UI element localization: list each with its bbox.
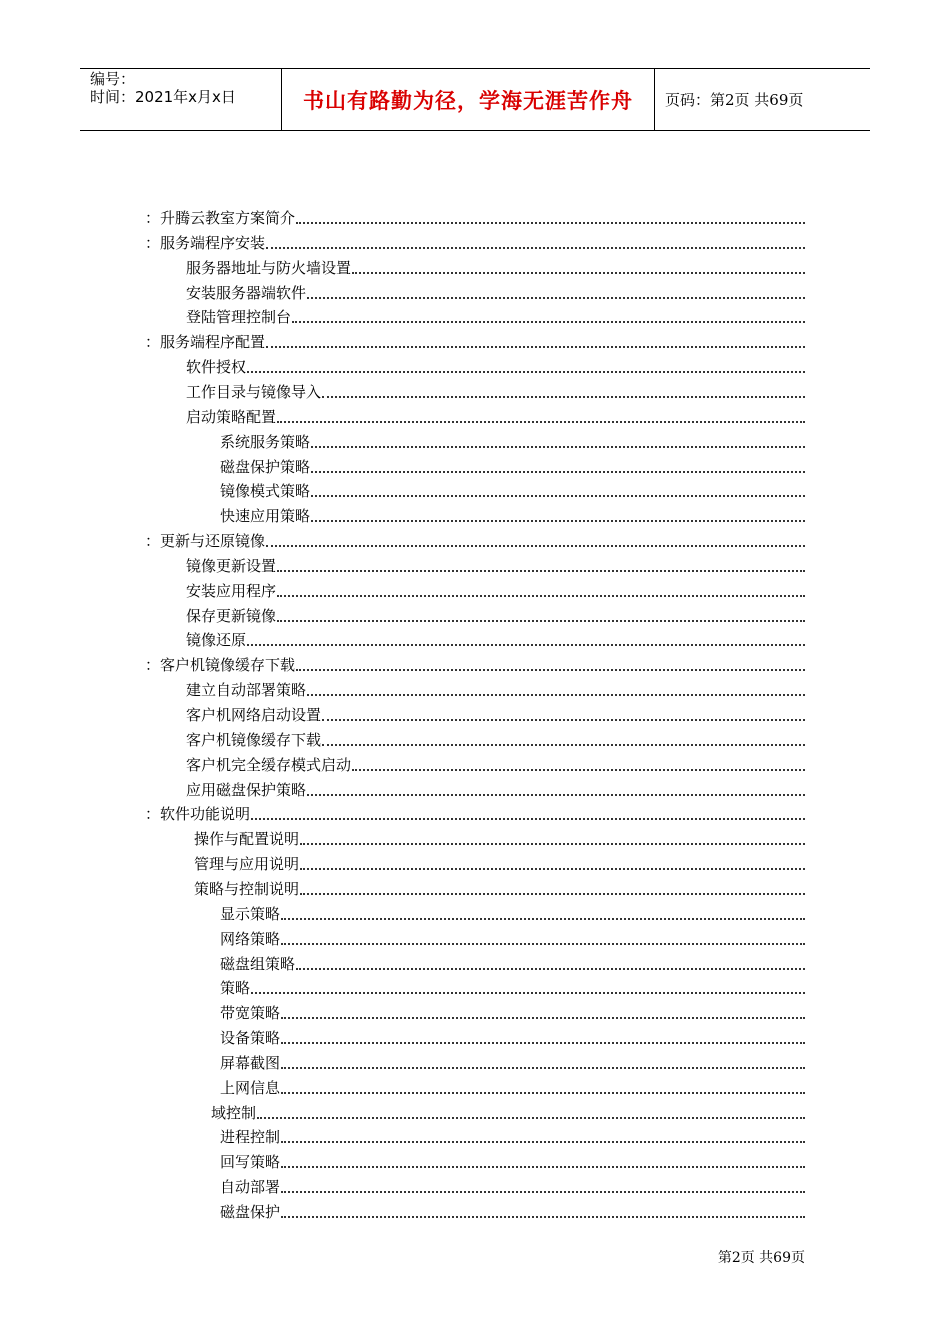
toc-leader-dots — [311, 495, 805, 497]
toc-entry[interactable] — [186, 378, 805, 402]
toc-leader-dots — [281, 1042, 805, 1044]
toc-entry[interactable] — [186, 552, 805, 576]
toc-entry-title: 回写策略 — [220, 1153, 281, 1172]
toc-leader-dots — [311, 520, 805, 522]
toc-entry[interactable] — [186, 776, 805, 800]
toc-entry-title: ：服务端程序安装 — [145, 233, 266, 252]
document-number-label: 编号： — [90, 70, 136, 88]
toc-entry[interactable] — [220, 453, 805, 477]
toc-leader-dots — [296, 968, 805, 970]
toc-leader-dots — [266, 346, 805, 348]
toc-entry-title: ：更新与还原镜像 — [145, 532, 266, 551]
toc-entry[interactable] — [145, 651, 805, 675]
toc-entry-title: ：软件功能说明 — [145, 805, 251, 824]
toc-entry-title: 显示策略 — [220, 904, 281, 923]
header-page-info: 页码：第2页 共69页 — [665, 91, 804, 109]
toc-leader-dots — [266, 545, 805, 547]
toc-leader-dots — [251, 992, 805, 994]
toc-entry[interactable] — [220, 950, 805, 974]
toc-entry-title: 设备策略 — [220, 1029, 281, 1048]
toc-leader-dots — [296, 222, 805, 224]
toc-leader-dots — [307, 694, 805, 696]
toc-entry[interactable] — [220, 477, 805, 501]
toc-leader-dots — [247, 371, 805, 373]
header-motto: 书山有路勤为径，学海无涯苦作舟 — [282, 69, 655, 130]
toc-leader-dots — [281, 1166, 805, 1168]
page-footer: 第2页 共69页 — [717, 1250, 805, 1266]
toc-entry[interactable] — [186, 726, 805, 750]
toc-leader-dots — [307, 297, 805, 299]
toc-entry[interactable] — [186, 701, 805, 725]
toc-entry-title: 安装服务器端软件 — [186, 283, 307, 302]
toc-entry-title: 磁盘保护策略 — [220, 457, 311, 476]
toc-entry-title: 应用磁盘保护策略 — [186, 780, 307, 799]
toc-leader-dots — [352, 769, 805, 771]
toc-entry[interactable] — [194, 850, 805, 874]
toc-entry[interactable] — [186, 254, 805, 278]
toc-entry-title: 登陆管理控制台 — [186, 308, 292, 327]
toc-entry-title: 策略与控制说明 — [194, 879, 300, 898]
toc-leader-dots — [277, 421, 805, 423]
toc-leader-dots — [277, 620, 805, 622]
toc-entry-title: 系统服务策略 — [220, 432, 311, 451]
toc-entry[interactable] — [220, 1173, 805, 1197]
toc-entry-title: ：客户机镜像缓存下载 — [145, 656, 296, 675]
toc-entry-title: 镜像更新设置 — [186, 556, 277, 575]
toc-entry-title: 镜像还原 — [186, 631, 247, 650]
toc-entry[interactable] — [220, 999, 805, 1023]
header-meta — [80, 69, 282, 130]
toc-entry[interactable] — [186, 751, 805, 775]
toc-entry-title: 操作与配置说明 — [194, 830, 300, 849]
toc-leader-dots — [296, 669, 805, 671]
toc-entry[interactable] — [186, 403, 805, 427]
toc-entry-title: 客户机完全缓存模式启动 — [186, 755, 352, 774]
toc-entry-title: ：服务端程序配置 — [145, 333, 266, 352]
toc-entry[interactable] — [186, 602, 805, 626]
toc-entry[interactable] — [194, 875, 805, 899]
toc-entry-title: 自动部署 — [220, 1178, 281, 1197]
toc-leader-dots — [281, 1092, 805, 1094]
toc-entry[interactable] — [186, 626, 805, 650]
toc-entry[interactable] — [220, 428, 805, 452]
toc-leader-dots — [300, 868, 805, 870]
toc-entry-title: 策略 — [220, 979, 251, 998]
toc-entry[interactable] — [145, 229, 805, 253]
toc-leader-dots — [300, 843, 805, 845]
toc-entry-title: 保存更新镜像 — [186, 606, 277, 625]
toc-leader-dots — [277, 570, 805, 572]
toc-entry[interactable] — [220, 1049, 805, 1073]
toc-leader-dots — [281, 943, 805, 945]
toc-entry[interactable] — [220, 1198, 805, 1222]
toc-entry-title: 服务器地址与防火墙设置 — [186, 258, 352, 277]
toc-entry-title: 磁盘保护 — [220, 1203, 281, 1221]
toc-leader-dots — [266, 247, 805, 249]
toc-entry-title: 快速应用策略 — [220, 507, 311, 526]
toc-entry-title: 域控制 — [211, 1103, 257, 1122]
toc-leader-dots — [281, 1191, 805, 1193]
toc-entry-title: 客户机网络启动设置 — [186, 706, 322, 724]
toc-entry-title: 建立自动部署策略 — [186, 681, 307, 700]
toc-leader-dots — [307, 794, 805, 796]
toc-entry-title: 安装应用程序 — [186, 581, 277, 600]
toc-leader-dots — [281, 1017, 805, 1019]
toc-entry-title: 进程控制 — [220, 1128, 281, 1147]
toc-entry[interactable] — [145, 800, 805, 824]
toc-leader-dots — [300, 893, 805, 895]
toc-entry-title: 客户机镜像缓存下载 — [186, 730, 322, 749]
toc-leader-dots — [311, 446, 805, 448]
toc-entry-title: 工作目录与镜像导入 — [186, 382, 322, 401]
toc-entry[interactable] — [186, 353, 805, 377]
toc-entry[interactable] — [145, 527, 805, 551]
toc-entry[interactable] — [194, 825, 805, 849]
toc-entry[interactable] — [220, 1148, 805, 1172]
toc-leader-dots — [247, 644, 805, 646]
document-time: 时间：2021年x月x日 — [90, 88, 236, 106]
toc-entry-title: 网络策略 — [220, 929, 281, 948]
toc-entry[interactable] — [145, 204, 805, 228]
toc-entry[interactable] — [211, 1099, 805, 1123]
toc-leader-dots — [257, 1117, 805, 1119]
toc-entry-title: 镜像模式策略 — [220, 482, 311, 501]
toc-entry[interactable] — [220, 974, 805, 998]
toc-leader-dots — [281, 1067, 805, 1069]
toc-entry[interactable] — [220, 925, 805, 949]
toc-entry[interactable] — [186, 577, 805, 601]
page-header — [80, 68, 870, 131]
toc-leader-dots — [352, 272, 805, 274]
toc-entry[interactable] — [186, 279, 805, 303]
toc-leader-dots — [322, 719, 805, 721]
toc-leader-dots — [322, 396, 805, 398]
toc-leader-dots — [281, 918, 805, 920]
toc-leader-dots — [281, 1141, 805, 1143]
toc-leader-dots — [281, 1216, 805, 1218]
toc-entry-title: 上网信息 — [220, 1078, 281, 1097]
toc-leader-dots — [311, 471, 805, 473]
toc-entry-title: 磁盘组策略 — [220, 954, 296, 973]
toc-entry[interactable] — [220, 502, 805, 526]
toc-entry[interactable] — [220, 1074, 805, 1098]
toc-entry[interactable] — [220, 900, 805, 924]
toc-entry-title: 带宽策略 — [220, 1004, 281, 1023]
toc-entry[interactable] — [186, 303, 805, 327]
toc-leader-dots — [322, 744, 805, 746]
toc-entry-title: ：升腾云教室方案简介 — [145, 209, 296, 227]
toc-entry-title: 软件授权 — [186, 358, 247, 377]
toc-entry[interactable] — [186, 676, 805, 700]
toc-entry[interactable] — [145, 328, 805, 352]
toc-entry-title: 管理与应用说明 — [194, 855, 300, 874]
toc-entry-title: 屏幕截图 — [220, 1053, 281, 1072]
toc-leader-dots — [277, 595, 805, 597]
toc-leader-dots — [251, 818, 805, 820]
toc-entry-title: 启动策略配置 — [186, 407, 277, 426]
toc-leader-dots — [292, 321, 805, 323]
toc-entry[interactable] — [220, 1024, 805, 1048]
toc-entry[interactable] — [220, 1123, 805, 1147]
